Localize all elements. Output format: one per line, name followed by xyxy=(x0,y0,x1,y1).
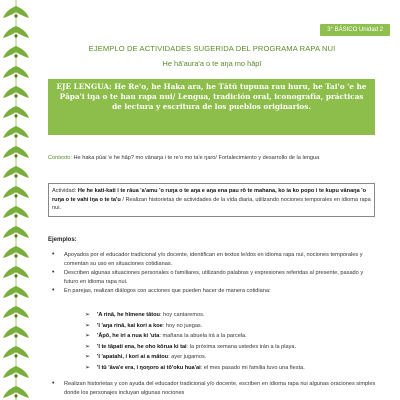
page-title: EJEMPLO DE ACTIVIDADES SUGERIDA DEL PROGRAMA RAPA NUI xyxy=(88,44,336,53)
dialog-rapanui: 'I te tāpati ena, he oho kōrua ki tai xyxy=(97,343,187,350)
dialog-rapanui: 'I 'aŋa rinā, kai kori a koe xyxy=(97,322,163,329)
dialog-list xyxy=(85,310,385,374)
arrow-icon: ➢ xyxy=(85,312,91,318)
dialog-spanish: : hoy no juegas. xyxy=(162,322,203,329)
dialog-rapanui: 'A rinā, he hīmene tātou xyxy=(97,312,160,318)
dialog-rapanui: 'I 'apatahi, i kori ai a mātou xyxy=(97,354,169,361)
list-item: • Realizan historietas y con ayuda del educador tradicional y/o docente, escriben en idioma rapa nui algunas oraciones simples donde los personajes incluyan algunas nociones xyxy=(52,380,376,396)
arrow-icon: ➢ xyxy=(85,322,91,329)
fern-pattern-icon xyxy=(0,0,33,400)
dialog-item xyxy=(85,331,385,342)
arrow-icon: ➢ xyxy=(85,333,91,340)
grade-unit-badge: 3° BÁSICO Unidad 2 xyxy=(320,24,390,36)
dialog-item xyxy=(85,342,385,353)
ejemplos-heading: Ejemplos: xyxy=(48,237,77,243)
dialog-rapanui: 'Āpō, he iri a nua ki 'uta xyxy=(97,333,160,340)
contexto-text: He haka pūai 'e he hāp? mo vānaŋa i te re'o mo ta'e ŋaro/ Fortalecimiento y desarrollo de la lengua xyxy=(71,155,320,161)
dialog-spanish: : el mes pasado mi familia tuvo una fiesta. xyxy=(200,364,305,371)
dialog-spanish: : la próxima semana ustedes irán a la playa. xyxy=(186,343,297,350)
dialog-rapanui: 'I tū 'āva'e era, i ŋoŋoro ai tō'oku hua'ai xyxy=(97,364,201,371)
list-item-text: En parejas, realizan diálogos con acciones que pueden hacer de manera cotidiana: xyxy=(64,288,271,295)
dialog-item xyxy=(85,352,385,363)
list-item: • Describen algunas situaciones personales o familiares, utilizando palabras y expresiones referidas al presente, pasado y futuro en idioma rapa nui. xyxy=(52,269,364,285)
contexto-label: Contexto: xyxy=(48,155,72,161)
actividad-box xyxy=(48,183,375,217)
dialog-item xyxy=(85,310,385,321)
actividad-label: Actividad: xyxy=(52,188,78,194)
actividad-rapanui: He he kati-kati i te rāua 'a'amu 'o ruŋa o te aŋa e aŋa ena pau rō te mahana, ko ia ko popo i te kupu vānaŋa 'o ruŋa o te vahi iŋa o te ta'u xyxy=(52,188,367,203)
decorative-border xyxy=(0,0,33,400)
list-item: • En parejas, realizan diálogos con acciones que pueden hacer de manera cotidiana: xyxy=(52,287,271,295)
dialog-spanish: : hoy cantaremos. xyxy=(159,312,205,318)
dialog-item xyxy=(85,363,385,374)
bullet-list xyxy=(48,251,378,297)
actividad-text: / Realizan historietas de actividades de la vida diaria, utilizando nociones temporales en idioma rapa nui. xyxy=(52,196,371,212)
arrow-icon: ➢ xyxy=(85,364,91,371)
list-item: • Apoyados por el educador tradicional y/o docente, identifican en textos leídos en idioma rapa nui, nociones temporales y comentan su uso en situaciones cotidianas. xyxy=(52,251,363,267)
arrow-icon: ➢ xyxy=(85,354,91,361)
eje-lengua-banner: EJE LENGUA: He Re'o, he Haka ara, he Tātū tupuna rau huru, he Tai'o 'e he Pāpa'i iŋa o te hau rapa nui/ Lengua, tradición oral, iconografía, prácticas de lectura y escritura de los pueblos originarios. xyxy=(48,79,375,135)
dialog-spanish: : ayer jugamos. xyxy=(168,354,207,361)
page-subtitle: He hā'aura'a o te aŋa mo hāpī xyxy=(162,59,262,68)
list-item-text: Realizan historietas y con ayuda del educador tradicional y/o docente, escriben en idioma rapa nui algunas oraciones simples donde los personajes incluyan algunas nociones xyxy=(64,381,376,396)
list-item-text: Describen algunas situaciones personales o familiares, utilizando palabras y expresiones referidas al presente, pasado y futuro en idioma rapa nui. xyxy=(64,270,364,285)
list-item-text: Apoyados por el educador tradicional y/o docente, identifican en textos leídos en idioma rapa nui, nociones temporales y comentan su uso en situaciones cotidianas. xyxy=(64,252,363,267)
contexto-paragraph xyxy=(48,154,378,162)
dialog-spanish: : mañana la abuela irá a la parcela. xyxy=(159,333,247,340)
arrow-icon: ➢ xyxy=(85,343,91,350)
dialog-item xyxy=(85,321,385,332)
